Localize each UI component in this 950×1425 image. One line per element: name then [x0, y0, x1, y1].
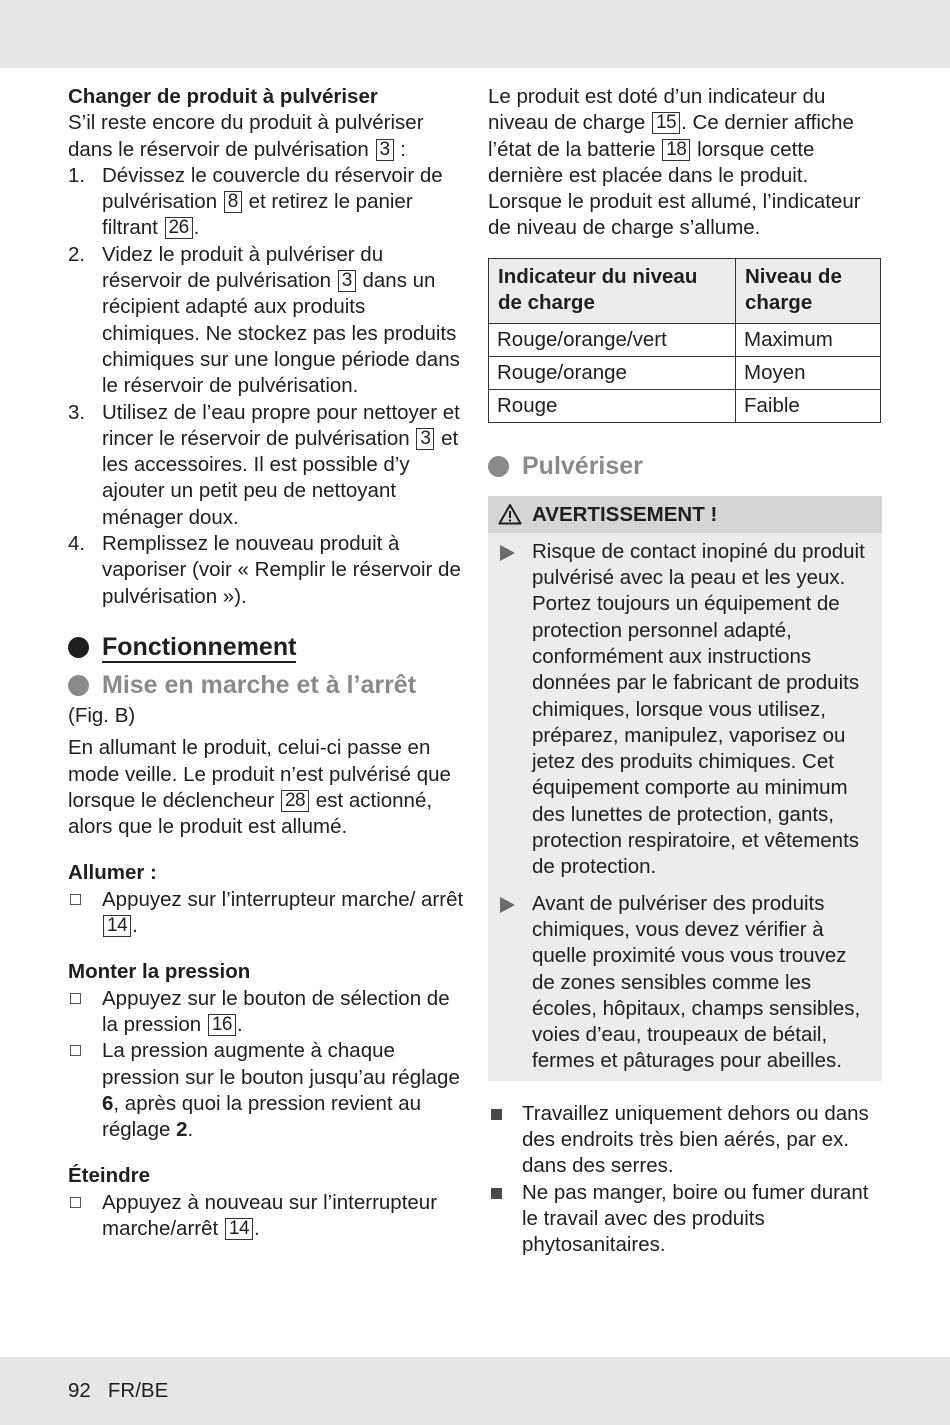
warning-header — [488, 496, 882, 533]
table-header: Niveau de charge — [736, 258, 881, 323]
ref-marker: 8 — [224, 191, 242, 213]
charge-indicator-intro: Le produit est doté d’un indicateur du niveau de charge 15 . Ce dernier affiche l’état de la batterie 18 lorsque cette dernière est placée dans le produit. Lorsque le produit est allumé, l’indicateur de niveau de charge s’allume. — [488, 85, 861, 240]
table-cell: Faible — [736, 389, 881, 422]
ref-marker: 3 — [376, 139, 394, 161]
safety-bullets — [488, 1101, 883, 1259]
warning-box — [488, 496, 882, 1081]
table-row — [489, 323, 881, 356]
checkbox-icon — [70, 894, 81, 905]
pressure-list — [68, 986, 468, 1144]
list-item: La pression augmente à chaque pression sur le bouton jusqu’au réglage 6, après quoi la pression revient au réglage 2. — [68, 1038, 468, 1143]
table-cell: Maximum — [736, 323, 881, 356]
bullet-dot-icon — [488, 456, 509, 477]
right-column — [488, 84, 883, 1259]
ref-marker: 26 — [165, 217, 193, 239]
change-product-heading: Changer de produit à pulvériser — [68, 85, 378, 108]
charge-level-table — [488, 258, 881, 423]
square-bullet-icon — [491, 1109, 502, 1120]
step-item: 4. Remplissez le nouveau produit à vaporiser (voir « Remplir le réservoir de pulvérisation »). — [68, 532, 461, 608]
triangle-bullet-icon — [500, 897, 515, 913]
page-number: 92 — [68, 1379, 91, 1402]
table-header-row — [489, 258, 881, 323]
figure-reference: (Fig. B) — [68, 703, 136, 727]
table-cell: Rouge/orange/vert — [489, 323, 736, 356]
section-heading-pulveriser: Pulvériser — [488, 450, 883, 482]
ref-marker: 3 — [338, 270, 356, 292]
left-column — [68, 84, 468, 1242]
warning-title: AVERTISSEMENT ! — [532, 502, 718, 526]
table-row — [489, 389, 881, 422]
standby-paragraph: En allumant le produit, celui-ci passe en mode veille. Le produit n’est pulvérisé que lorsque le déclencheur 28 est actionné, alors que le produit est allumé. — [68, 736, 451, 839]
locale-label: FR/BE — [107, 1379, 169, 1402]
step-item: 3. Utilisez de l’eau propre pour nettoyer et rincer le réservoir de pulvérisation 3 et les accessoires. Il est possible d’y ajouter un petit peu de nettoyant ménager doux. — [68, 400, 460, 529]
checkbox-icon — [70, 993, 81, 1004]
change-product-intro: S’il reste encore du produit à pulvériser dans le réservoir de pulvérisation 3 : — [68, 111, 424, 161]
off-list — [68, 1190, 468, 1243]
page-footer-label — [68, 1378, 168, 1404]
table-cell: Rouge/orange — [489, 356, 736, 389]
list-item: Appuyez sur le bouton de sélection de la pression 16 . — [68, 986, 468, 1039]
warning-triangle-icon — [498, 503, 522, 525]
ref-marker: 14 — [103, 915, 131, 937]
ref-marker: 28 — [281, 790, 309, 812]
warning-item: Risque de contact inopiné du produit pulvérisé avec la peau et les yeux. Portez toujours un équipement de protection personnel adapté, conformément aux instructions données par le fabricant de produits chimiques, lorsque vous utilisez, préparez, manipulez, vaporisez ou jetez des produits chimiques. Cet équipement comporte au minimum des lunettes de protection, gants, protection respiratoire, et vêtements de protection. — [488, 539, 882, 881]
warning-item: Avant de pulvériser des produits chimiques, vous devez vérifier à quelle proximité vous vous trouvez de zones sensibles comme les écoles, hôpitaux, champs sensibles, voies d’eau, troupeaux de bétail, fermes et pâturages pour abeilles. — [488, 891, 882, 1075]
section-heading-fonctionnement: Fonctionnement — [68, 631, 468, 663]
ref-marker: 16 — [208, 1014, 236, 1036]
change-product-steps — [68, 163, 468, 610]
ref-marker: 18 — [662, 139, 690, 161]
table-cell: Moyen — [736, 356, 881, 389]
ref-marker: 15 — [652, 112, 680, 134]
bullet-dot-icon — [68, 637, 89, 658]
list-item: Travaillez uniquement dehors ou dans des endroits très bien aérés, par ex. dans des serres. — [488, 1101, 883, 1180]
off-heading: Éteindre — [68, 1164, 151, 1188]
pressure-heading: Monter la pression — [68, 960, 251, 984]
ref-marker: 14 — [225, 1218, 253, 1240]
checkbox-icon — [70, 1045, 81, 1056]
triangle-bullet-icon — [500, 545, 515, 561]
table-row — [489, 356, 881, 389]
table-header: Indicateur du niveau de charge — [489, 258, 736, 323]
bullet-dot-icon — [68, 675, 89, 696]
list-item: Ne pas manger, boire ou fumer durant le travail avec des produits phytosanitaires. — [488, 1180, 883, 1259]
subsection-heading-on-off: Mise en marche et à l’arrêt — [68, 669, 468, 701]
page-footer — [0, 1357, 950, 1425]
checkbox-icon — [70, 1197, 81, 1208]
on-list — [68, 887, 468, 940]
step-item: 2. Videz le produit à pulvériser du réservoir de pulvérisation 3 dans un récipient adapté aux produits chimiques. Ne stockez pas les produits chimiques sur une longue période dans le réservoir de pulvérisation. — [68, 242, 460, 398]
on-heading: Allumer : — [68, 861, 157, 885]
ref-marker: 3 — [416, 428, 434, 450]
square-bullet-icon — [491, 1188, 502, 1199]
step-item: 1. Dévissez le couvercle du réservoir de pulvérisation 8 et retirez le panier filtrant 26 . — [68, 163, 443, 240]
list-item: Appuyez sur l’interrupteur marche/ arrêt 14 . — [68, 887, 468, 940]
top-margin-band — [0, 0, 950, 68]
table-cell: Rouge — [489, 389, 736, 422]
list-item: Appuyez à nouveau sur l’interrupteur marche/arrêt 14 . — [68, 1190, 468, 1243]
